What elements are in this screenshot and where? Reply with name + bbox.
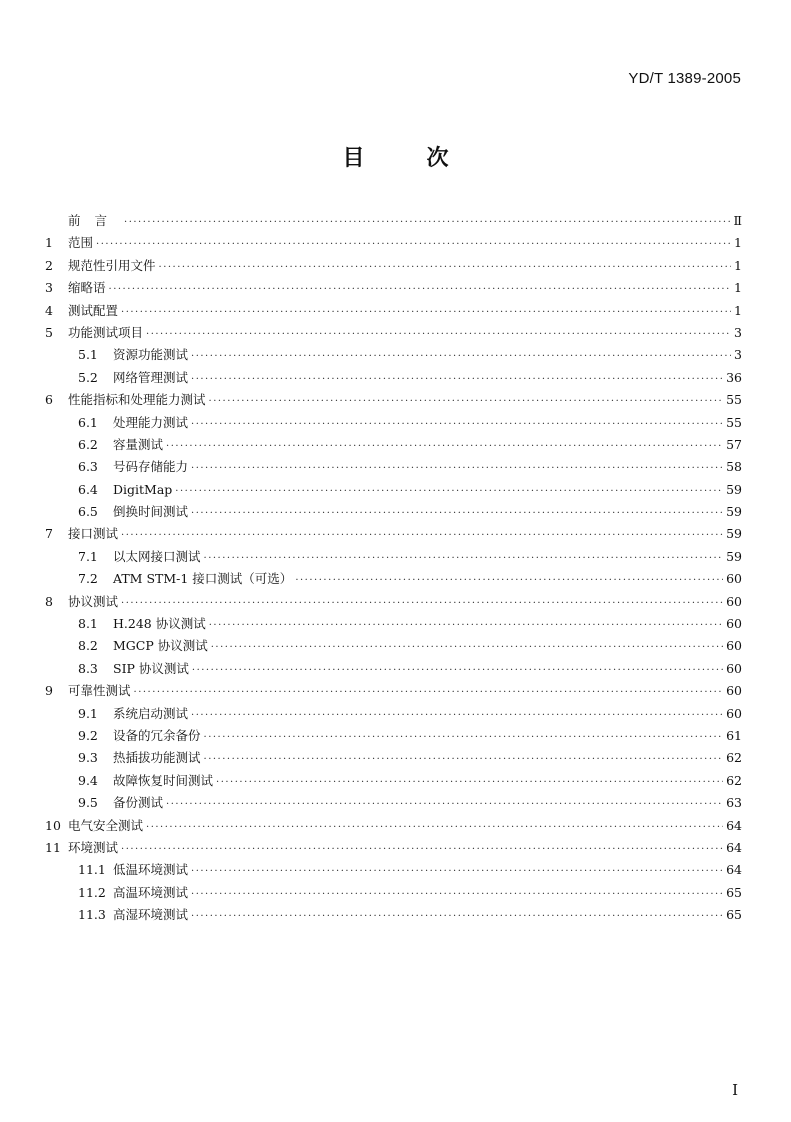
toc-dot-leader: [209, 391, 724, 413]
toc-entry-label: 性能指标和处理能力测试: [68, 392, 206, 408]
toc-dot-leader: [121, 302, 731, 324]
toc-entry-number: 6.2: [78, 436, 98, 452]
toc-entry-number: 6.5: [78, 504, 98, 520]
title-part-2: 次: [426, 146, 449, 171]
toc-entry[interactable]: [45, 412, 742, 434]
toc-entry-page: 60: [726, 616, 742, 632]
toc-entry-label: 容量测试: [113, 436, 164, 452]
toc-entry-page: 59: [726, 526, 742, 542]
toc-dot-leader: [159, 257, 732, 279]
toc-entry-page: 60: [726, 571, 742, 587]
toc-entry-page: 59: [726, 548, 742, 564]
toc-entry[interactable]: [45, 837, 742, 859]
toc-dot-leader: [121, 839, 723, 861]
toc-entry-page: 58: [726, 459, 742, 475]
toc-entry-page: 57: [726, 436, 742, 452]
toc-entry-label: 缩略语: [68, 280, 106, 296]
toc-entry-label: 备份测试: [113, 795, 164, 811]
toc-dot-leader: [295, 570, 723, 592]
toc-entry-number: 9.2: [78, 727, 98, 743]
toc-entry-number: 3: [45, 280, 53, 296]
toc-entry-label: 倒换时间测试: [113, 504, 189, 520]
toc-dot-leader: [109, 279, 732, 301]
toc-entry-number: 2: [45, 257, 53, 273]
toc-entry[interactable]: [45, 792, 742, 814]
toc-entry-page: 1: [734, 235, 742, 251]
toc-dot-leader: [204, 548, 724, 570]
toc-entry[interactable]: [45, 232, 742, 254]
toc-dot-leader: [191, 458, 723, 480]
toc-dot-leader: [204, 727, 724, 749]
toc-entry-page: 64: [726, 862, 742, 878]
toc-entry-label: H.248 协议测试: [113, 616, 206, 632]
toc-entry-number: 6.1: [78, 414, 98, 430]
toc-entry-number: 1: [45, 235, 53, 251]
toc-entry[interactable]: [45, 367, 742, 389]
toc-dot-leader: [175, 481, 723, 503]
toc-entry-number: 9.5: [78, 795, 98, 811]
toc-entry-number: 8.2: [78, 638, 98, 654]
toc-entry-number: 6.4: [78, 481, 98, 497]
toc-entry[interactable]: [45, 210, 742, 232]
toc-entry-page: 60: [726, 660, 742, 676]
toc-entry[interactable]: [45, 703, 742, 725]
toc-dot-leader: [191, 503, 723, 525]
toc-entry[interactable]: [45, 456, 742, 478]
toc-entry-page: Ⅱ: [733, 213, 742, 228]
toc-entry-page: 1: [734, 257, 742, 273]
toc-entry-label: 环境测试: [68, 839, 119, 855]
toc-dot-leader: [191, 884, 723, 906]
document-code: YD/T 1389-2005: [628, 70, 741, 87]
toc-dot-leader: [191, 861, 723, 883]
toc-entry-page: 55: [726, 392, 742, 408]
toc-entry[interactable]: [45, 747, 742, 769]
toc-entry-page: 59: [726, 504, 742, 520]
toc-entry-number: 9: [45, 683, 53, 699]
toc-dot-leader: [96, 234, 731, 256]
toc-entry-page: 61: [726, 727, 742, 743]
toc-entry-label: 电气安全测试: [68, 817, 144, 833]
toc-entry-label: 热插拔功能测试: [113, 750, 201, 766]
toc-entry-number: 8.3: [78, 660, 98, 676]
toc-entry-label: 设备的冗余备份: [113, 727, 201, 743]
toc-entry-label: 范围: [68, 235, 94, 251]
toc-entry-number: 7: [45, 526, 53, 542]
toc-entry-label: 系统启动测试: [113, 705, 189, 721]
toc-dot-leader: [191, 414, 723, 436]
toc-entry-number: 7.1: [78, 548, 98, 564]
page-title: [0, 141, 791, 172]
toc-entry-number: 9.1: [78, 705, 98, 721]
toc-entry[interactable]: [45, 501, 742, 523]
toc-entry[interactable]: [45, 344, 742, 366]
toc-entry-label: 号码存储能力: [113, 459, 189, 475]
toc-entry[interactable]: [45, 523, 742, 545]
toc-dot-leader: [191, 346, 731, 368]
toc-dot-leader: [216, 772, 723, 794]
table-of-contents: [45, 210, 742, 927]
toc-entry-label: 故障恢复时间测试: [113, 772, 214, 788]
toc-entry-label: 功能测试项目: [68, 324, 144, 340]
toc-entry-page: 65: [726, 884, 742, 900]
toc-entry-label: 高温环境测试: [113, 884, 189, 900]
toc-entry[interactable]: [45, 680, 742, 702]
toc-dot-leader: [121, 593, 723, 615]
toc-entry[interactable]: [45, 546, 742, 568]
toc-entry-label: 以太网接口测试: [113, 548, 201, 564]
toc-entry-page: 60: [726, 705, 742, 721]
toc-entry-number: 10: [45, 817, 61, 833]
toc-entry-page: 3: [734, 324, 742, 340]
toc-entry[interactable]: [45, 591, 742, 613]
toc-dot-leader: [211, 637, 723, 659]
toc-entry-label: DigitMap: [113, 481, 173, 497]
toc-entry-page: 64: [726, 817, 742, 833]
toc-entry-number: 5: [45, 324, 53, 340]
toc-entry-label: 协议测试: [68, 593, 119, 609]
footer-page-number: I: [732, 1081, 738, 1099]
toc-entry-label: 前言: [68, 213, 122, 228]
toc-dot-leader: [191, 906, 723, 928]
toc-entry-number: 5.1: [78, 347, 98, 363]
toc-entry-label: 规范性引用文件: [68, 257, 156, 273]
toc-entry-label: SIP 协议测试: [113, 660, 189, 676]
toc-entry-number: 9.3: [78, 750, 98, 766]
toc-dot-leader: [146, 817, 723, 839]
toc-entry[interactable]: [45, 434, 742, 456]
toc-entry[interactable]: [45, 300, 742, 322]
toc-entry-label: MGCP 协议测试: [113, 638, 208, 654]
toc-entry-number: 8: [45, 593, 53, 609]
toc-entry[interactable]: [45, 568, 742, 590]
toc-entry-label: 资源功能测试: [113, 347, 189, 363]
toc-entry-number: 8.1: [78, 616, 98, 632]
toc-entry-label: 低温环境测试: [113, 862, 189, 878]
toc-dot-leader: [191, 705, 723, 727]
toc-entry-page: 59: [726, 481, 742, 497]
toc-entry[interactable]: [45, 904, 742, 926]
toc-entry[interactable]: [45, 770, 742, 792]
toc-entry-number: 11.2: [78, 884, 106, 900]
toc-entry-page: 36: [726, 369, 742, 385]
toc-dot-leader: [166, 794, 723, 816]
toc-entry-page: 62: [726, 772, 742, 788]
toc-entry[interactable]: [45, 479, 742, 501]
toc-entry[interactable]: [45, 389, 742, 411]
toc-dot-leader: [134, 682, 724, 704]
toc-entry-page: 65: [726, 907, 742, 923]
toc-dot-leader: [192, 660, 723, 682]
toc-entry[interactable]: [45, 613, 742, 635]
toc-entry-label: 接口测试: [68, 526, 119, 542]
toc-entry-page: 60: [726, 683, 742, 699]
toc-entry[interactable]: [45, 658, 742, 680]
toc-entry-page: 64: [726, 839, 742, 855]
toc-entry[interactable]: [45, 725, 742, 747]
toc-entry-page: 1: [734, 280, 742, 296]
title-part-1: 目: [342, 146, 365, 171]
toc-entry-page: 63: [726, 795, 742, 811]
toc-dot-leader: [209, 615, 723, 637]
toc-entry-number: 11: [45, 839, 61, 855]
toc-dot-leader: [146, 324, 731, 346]
toc-entry-label: ATM STM-1 接口测试（可选）: [113, 571, 293, 587]
toc-entry-number: 6: [45, 392, 53, 408]
toc-entry[interactable]: [45, 277, 742, 299]
toc-entry-page: 62: [726, 750, 742, 766]
toc-entry[interactable]: [45, 882, 742, 904]
toc-entry-label: 处理能力测试: [113, 414, 189, 430]
toc-entry-page: 60: [726, 593, 742, 609]
toc-dot-leader: [166, 436, 723, 458]
toc-entry-page: 60: [726, 638, 742, 654]
toc-entry-number: 11.3: [78, 907, 106, 923]
toc-entry-page: 3: [734, 347, 742, 363]
toc-entry-label: 网络管理测试: [113, 369, 189, 385]
toc-entry[interactable]: [45, 859, 742, 881]
toc-entry-number: 9.4: [78, 772, 98, 788]
toc-dot-leader: [204, 749, 724, 771]
toc-entry[interactable]: [45, 255, 742, 277]
toc-dot-leader: [124, 212, 730, 234]
toc-entry-page: 1: [734, 302, 742, 318]
toc-entry-number: 11.1: [78, 862, 106, 878]
toc-entry-number: 7.2: [78, 571, 98, 587]
toc-entry-label: 可靠性测试: [68, 683, 131, 699]
toc-entry-number: 6.3: [78, 459, 98, 475]
toc-entry[interactable]: [45, 322, 742, 344]
toc-entry-page: 55: [726, 414, 742, 430]
toc-entry[interactable]: [45, 815, 742, 837]
toc-entry-label: 测试配置: [68, 302, 119, 318]
toc-entry-number: 4: [45, 302, 53, 318]
toc-entry-number: 5.2: [78, 369, 98, 385]
toc-dot-leader: [191, 369, 723, 391]
toc-entry-label: 高湿环境测试: [113, 907, 189, 923]
toc-dot-leader: [121, 525, 723, 547]
toc-entry[interactable]: [45, 635, 742, 657]
